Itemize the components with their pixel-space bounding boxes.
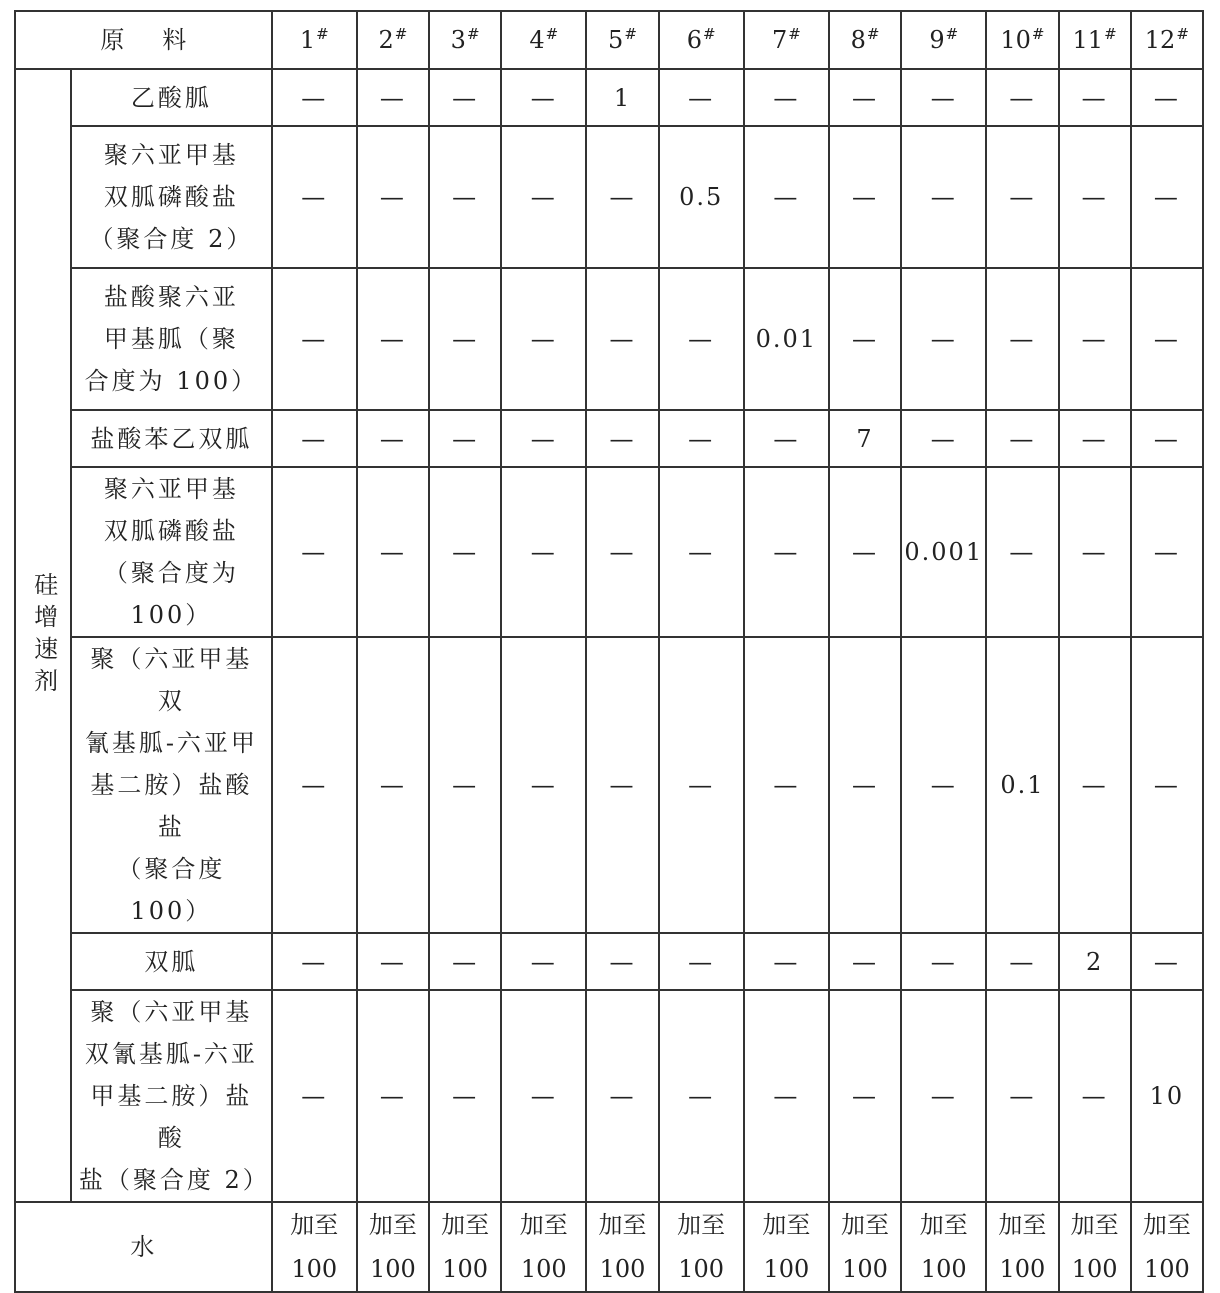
sample-number-label: 2#	[378, 25, 408, 54]
value-cell	[272, 126, 357, 268]
sample-mark-symbol: #	[1031, 25, 1045, 43]
sample-number-label: 4#	[529, 25, 559, 54]
value-cell	[986, 268, 1058, 410]
water-value-cell	[357, 1202, 429, 1292]
value-cell	[986, 69, 1058, 126]
value-cell	[586, 126, 658, 268]
value-cell	[272, 990, 357, 1202]
value-cell	[659, 410, 744, 467]
cell-value: —	[1009, 183, 1036, 211]
cell-value: —	[1081, 538, 1108, 566]
value-cell	[586, 933, 658, 990]
material-name: 盐酸苯乙双胍	[90, 424, 253, 453]
sample-mark-symbol: #	[394, 25, 408, 43]
value-cell	[659, 268, 744, 410]
value-cell	[357, 467, 429, 637]
cell-value: —	[452, 1082, 479, 1110]
sample-header-cell	[1131, 11, 1203, 69]
sample-header-cell	[357, 11, 429, 69]
material-name: 聚六亚甲基 双胍磷酸盐 （聚合度 2）	[89, 141, 254, 253]
cell-value: —	[1153, 83, 1180, 112]
cell-value: —	[930, 771, 957, 799]
value-cell	[586, 637, 658, 933]
value-cell	[744, 268, 829, 410]
cell-value: —	[930, 183, 957, 211]
value-cell	[429, 467, 501, 637]
table-row	[15, 990, 1203, 1202]
cell-value: —	[301, 538, 328, 566]
water-value: 加至 100	[290, 1211, 339, 1283]
table-row	[15, 126, 1203, 268]
water-value: 加至 100	[368, 1211, 417, 1283]
value-cell	[659, 933, 744, 990]
value-cell	[272, 410, 357, 467]
value-cell	[501, 990, 586, 1202]
cell-value: —	[609, 771, 636, 799]
cell-value: —	[1009, 538, 1036, 566]
sample-mark-symbol: #	[1104, 25, 1117, 43]
water-value-cell	[429, 1202, 501, 1292]
value-cell	[501, 69, 586, 126]
value-cell	[586, 268, 658, 410]
cell-value: —	[688, 1082, 715, 1110]
cell-value: —	[379, 325, 406, 353]
cell-value: 0.1	[1000, 771, 1045, 799]
cell-value: —	[379, 771, 406, 799]
cell-value: —	[1081, 325, 1108, 353]
value-cell	[357, 933, 429, 990]
sample-header-cell	[429, 11, 501, 69]
value-cell	[659, 126, 744, 268]
category-label: 硅增速剂	[29, 571, 58, 700]
value-cell	[901, 933, 986, 990]
water-value: 加至 100	[519, 1211, 568, 1283]
sample-mark-symbol: #	[788, 25, 801, 43]
cell-value: —	[930, 83, 957, 112]
value-cell	[501, 268, 586, 410]
material-name: 乙酸胍	[130, 83, 212, 112]
water-value: 加至 100	[762, 1211, 811, 1283]
water-value-cell	[586, 1202, 658, 1292]
value-cell	[1131, 990, 1203, 1202]
cell-value: 7	[856, 424, 874, 453]
cell-value: —	[609, 947, 636, 976]
value-cell	[272, 69, 357, 126]
cell-value: —	[301, 424, 328, 453]
material-name: 聚六亚甲基 双胍磷酸盐 （聚合度为 100）	[103, 475, 239, 629]
value-cell	[501, 126, 586, 268]
value-cell	[429, 410, 501, 467]
water-value: 加至 100	[841, 1211, 890, 1283]
cell-value: —	[609, 424, 636, 453]
cell-value: —	[609, 325, 636, 353]
sample-number-label: 1#	[299, 25, 329, 54]
water-label: 水	[130, 1233, 157, 1261]
value-cell	[986, 933, 1058, 990]
cell-value: —	[852, 1082, 879, 1110]
sample-number-label: 7#	[771, 25, 801, 54]
cell-value: —	[530, 83, 557, 112]
cell-value: —	[773, 771, 800, 799]
water-value: 加至 100	[598, 1211, 647, 1283]
sample-header-cell	[829, 11, 901, 69]
cell-value: —	[379, 183, 406, 211]
material-name: 聚（六亚甲基 双氰基胍-六亚 甲基二胺）盐酸 盐（聚合度 2）	[78, 998, 270, 1194]
cell-value: —	[688, 424, 715, 453]
value-cell	[744, 990, 829, 1202]
value-cell	[829, 126, 901, 268]
cell-value: —	[852, 325, 879, 353]
value-cell	[659, 69, 744, 126]
sample-header-cell	[659, 11, 744, 69]
value-cell	[829, 467, 901, 637]
cell-value: —	[1009, 947, 1036, 976]
water-value-cell	[986, 1202, 1058, 1292]
value-cell	[1059, 69, 1131, 126]
water-value: 加至 100	[677, 1211, 726, 1283]
cell-value: —	[609, 1082, 636, 1110]
sample-header-cell	[744, 11, 829, 69]
sample-number-label: 8#	[850, 25, 880, 54]
value-cell	[357, 990, 429, 1202]
cell-value: —	[452, 771, 479, 799]
value-cell	[586, 410, 658, 467]
value-cell	[744, 126, 829, 268]
cell-value: —	[301, 183, 328, 211]
value-cell	[357, 637, 429, 933]
water-label-cell	[15, 1202, 272, 1292]
header-material-cell	[15, 11, 272, 69]
value-cell	[659, 467, 744, 637]
cell-value: —	[773, 1082, 800, 1110]
value-cell	[659, 637, 744, 933]
cell-value: —	[530, 947, 557, 976]
value-cell	[744, 933, 829, 990]
water-value-cell	[1131, 1202, 1203, 1292]
cell-value: —	[1153, 325, 1180, 353]
water-value-cell	[744, 1202, 829, 1292]
value-cell	[1059, 467, 1131, 637]
cell-value: 0.01	[755, 325, 818, 353]
cell-value: —	[773, 424, 800, 453]
cell-value: —	[852, 183, 879, 211]
cell-value: 0.001	[904, 538, 984, 566]
value-cell	[501, 410, 586, 467]
cell-value: —	[301, 771, 328, 799]
cell-value: —	[1153, 947, 1180, 976]
cell-value: —	[688, 325, 715, 353]
cell-value: —	[379, 538, 406, 566]
value-cell	[272, 637, 357, 933]
water-value: 加至 100	[1070, 1211, 1119, 1283]
cell-value: —	[930, 947, 957, 976]
water-value-cell	[901, 1202, 986, 1292]
value-cell	[829, 990, 901, 1202]
sample-mark-symbol: #	[466, 25, 480, 43]
value-cell	[744, 467, 829, 637]
sample-mark-symbol: #	[624, 25, 637, 43]
value-cell	[829, 933, 901, 990]
value-cell	[1059, 268, 1131, 410]
sample-header-cell	[901, 11, 986, 69]
cell-value: 2	[1085, 947, 1104, 976]
cell-value: —	[301, 947, 328, 976]
cell-value: —	[1081, 1082, 1108, 1110]
cell-value: —	[852, 947, 879, 976]
cell-value: 1	[613, 83, 632, 112]
cell-value: 10	[1149, 1082, 1185, 1110]
cell-value: —	[1081, 771, 1108, 799]
cell-value: —	[1153, 424, 1180, 453]
sample-number-label: 6#	[686, 25, 716, 54]
water-value: 加至 100	[919, 1211, 968, 1283]
value-cell	[744, 637, 829, 933]
value-cell	[501, 933, 586, 990]
sample-header-cell	[586, 11, 658, 69]
material-name: 盐酸聚六亚 甲基胍（聚 合度为 100）	[84, 283, 259, 395]
water-value: 加至 100	[441, 1211, 490, 1283]
cell-value: —	[773, 947, 800, 976]
water-value-cell	[1059, 1202, 1131, 1292]
value-cell	[901, 637, 986, 933]
cell-value: —	[379, 424, 406, 453]
value-cell	[1131, 410, 1203, 467]
material-name-cell	[71, 268, 272, 410]
cell-value: —	[1081, 83, 1108, 112]
value-cell	[272, 467, 357, 637]
cell-value: —	[379, 947, 406, 976]
sample-header-cell	[986, 11, 1058, 69]
cell-value: —	[452, 947, 479, 976]
value-cell	[586, 69, 658, 126]
cell-value: —	[688, 947, 715, 976]
water-value-cell	[659, 1202, 744, 1292]
composition-table	[14, 10, 1204, 1293]
value-cell	[901, 467, 986, 637]
sample-mark-symbol: #	[945, 25, 959, 43]
table-row	[15, 637, 1203, 933]
cell-value: —	[530, 424, 557, 453]
table-row	[15, 268, 1203, 410]
value-cell	[1131, 637, 1203, 933]
water-value-cell	[829, 1202, 901, 1292]
value-cell	[901, 990, 986, 1202]
value-cell	[986, 467, 1058, 637]
value-cell	[272, 268, 357, 410]
value-cell	[357, 69, 429, 126]
value-cell	[357, 126, 429, 268]
cell-value: —	[1009, 325, 1036, 353]
cell-value: —	[1153, 183, 1180, 211]
sample-number-label: 10#	[1000, 25, 1045, 54]
value-cell	[272, 933, 357, 990]
value-cell	[744, 410, 829, 467]
cell-value: —	[1153, 538, 1180, 566]
sample-mark-symbol: #	[545, 25, 559, 43]
sample-number-label: 11#	[1072, 25, 1117, 54]
cell-value: —	[452, 325, 479, 353]
material-name: 聚（六亚甲基双 氰基胍-六亚甲 基二胺）盐酸盐 （聚合度 100）	[84, 645, 258, 925]
value-cell	[829, 410, 901, 467]
sample-number-label: 3#	[450, 25, 480, 54]
cell-value: —	[530, 1082, 557, 1110]
material-name-cell	[71, 410, 272, 467]
cell-value: —	[1009, 424, 1036, 453]
value-cell	[901, 410, 986, 467]
cell-value: —	[773, 183, 800, 211]
cell-value: —	[1081, 424, 1108, 453]
value-cell	[829, 268, 901, 410]
cell-value: —	[301, 83, 328, 112]
cell-value: —	[688, 771, 715, 799]
table-row	[15, 69, 1203, 126]
value-cell	[986, 637, 1058, 933]
cell-value: —	[1009, 1082, 1036, 1110]
sample-mark-symbol: #	[1176, 25, 1189, 43]
material-name-cell	[71, 69, 272, 126]
cell-value: —	[930, 424, 957, 453]
water-value-cell	[501, 1202, 586, 1292]
water-value-cell	[272, 1202, 357, 1292]
sample-number-label: 5#	[608, 25, 637, 54]
value-cell	[1131, 467, 1203, 637]
value-cell	[829, 69, 901, 126]
cell-value: 0.5	[679, 183, 724, 211]
value-cell	[986, 126, 1058, 268]
cell-value: —	[852, 538, 879, 566]
cell-value: —	[530, 183, 557, 211]
value-cell	[586, 990, 658, 1202]
value-cell	[586, 467, 658, 637]
material-name-cell	[71, 467, 272, 637]
value-cell	[901, 268, 986, 410]
value-cell	[1131, 69, 1203, 126]
cell-value: —	[688, 538, 715, 566]
cell-value: —	[609, 538, 636, 566]
value-cell	[901, 69, 986, 126]
cell-value: —	[530, 325, 557, 353]
sample-header-cell	[501, 11, 586, 69]
value-cell	[357, 410, 429, 467]
sample-mark-symbol: #	[316, 25, 329, 43]
value-cell	[501, 637, 586, 933]
value-cell	[1059, 637, 1131, 933]
cell-value: —	[530, 771, 557, 799]
sample-mark-symbol: #	[866, 25, 880, 43]
sample-number-label: 12#	[1144, 25, 1189, 54]
water-value: 加至 100	[1142, 1211, 1191, 1283]
value-cell	[429, 637, 501, 933]
header-material-label: 原料	[100, 26, 225, 54]
cell-value: —	[301, 325, 328, 353]
cell-value: —	[452, 83, 479, 112]
value-cell	[1131, 268, 1203, 410]
sample-number-label: 9#	[929, 25, 959, 54]
cell-value: —	[930, 325, 957, 353]
cell-value: —	[773, 538, 800, 566]
value-cell	[1059, 410, 1131, 467]
cell-value: —	[852, 771, 879, 799]
value-cell	[1059, 990, 1131, 1202]
cell-value: —	[1153, 771, 1180, 799]
cell-value: —	[379, 1082, 406, 1110]
table-row	[15, 933, 1203, 990]
cell-value: —	[379, 83, 406, 112]
sample-mark-symbol: #	[703, 25, 716, 43]
cell-value: —	[452, 424, 479, 453]
table-row	[15, 467, 1203, 637]
cell-value: —	[773, 83, 800, 112]
value-cell	[429, 990, 501, 1202]
value-cell	[659, 990, 744, 1202]
cell-value: —	[688, 83, 715, 112]
material-name-cell	[71, 126, 272, 268]
sample-header-cell	[272, 11, 357, 69]
water-row	[15, 1202, 1203, 1292]
cell-value: —	[452, 538, 479, 566]
value-cell	[901, 126, 986, 268]
cell-value: —	[609, 183, 636, 211]
cell-value: —	[452, 183, 479, 211]
table-row	[15, 410, 1203, 467]
material-name-cell	[71, 637, 272, 933]
cell-value: —	[530, 538, 557, 566]
material-name-cell	[71, 933, 272, 990]
material-name: 双胍	[144, 947, 199, 976]
value-cell	[429, 126, 501, 268]
cell-value: —	[301, 1082, 328, 1110]
material-name-cell	[71, 990, 272, 1202]
value-cell	[429, 933, 501, 990]
value-cell	[501, 467, 586, 637]
cell-value: —	[1009, 83, 1036, 112]
cell-value: —	[930, 1082, 957, 1110]
value-cell	[357, 268, 429, 410]
value-cell	[429, 268, 501, 410]
value-cell	[1059, 933, 1131, 990]
category-cell	[15, 69, 71, 1202]
water-value: 加至 100	[998, 1211, 1047, 1283]
sample-header-cell	[1059, 11, 1131, 69]
value-cell	[829, 637, 901, 933]
value-cell	[986, 990, 1058, 1202]
value-cell	[1131, 126, 1203, 268]
value-cell	[744, 69, 829, 126]
header-row	[15, 11, 1203, 69]
cell-value: —	[1081, 183, 1108, 211]
cell-value: —	[852, 83, 879, 112]
value-cell	[429, 69, 501, 126]
value-cell	[1131, 933, 1203, 990]
value-cell	[986, 410, 1058, 467]
value-cell	[1059, 126, 1131, 268]
